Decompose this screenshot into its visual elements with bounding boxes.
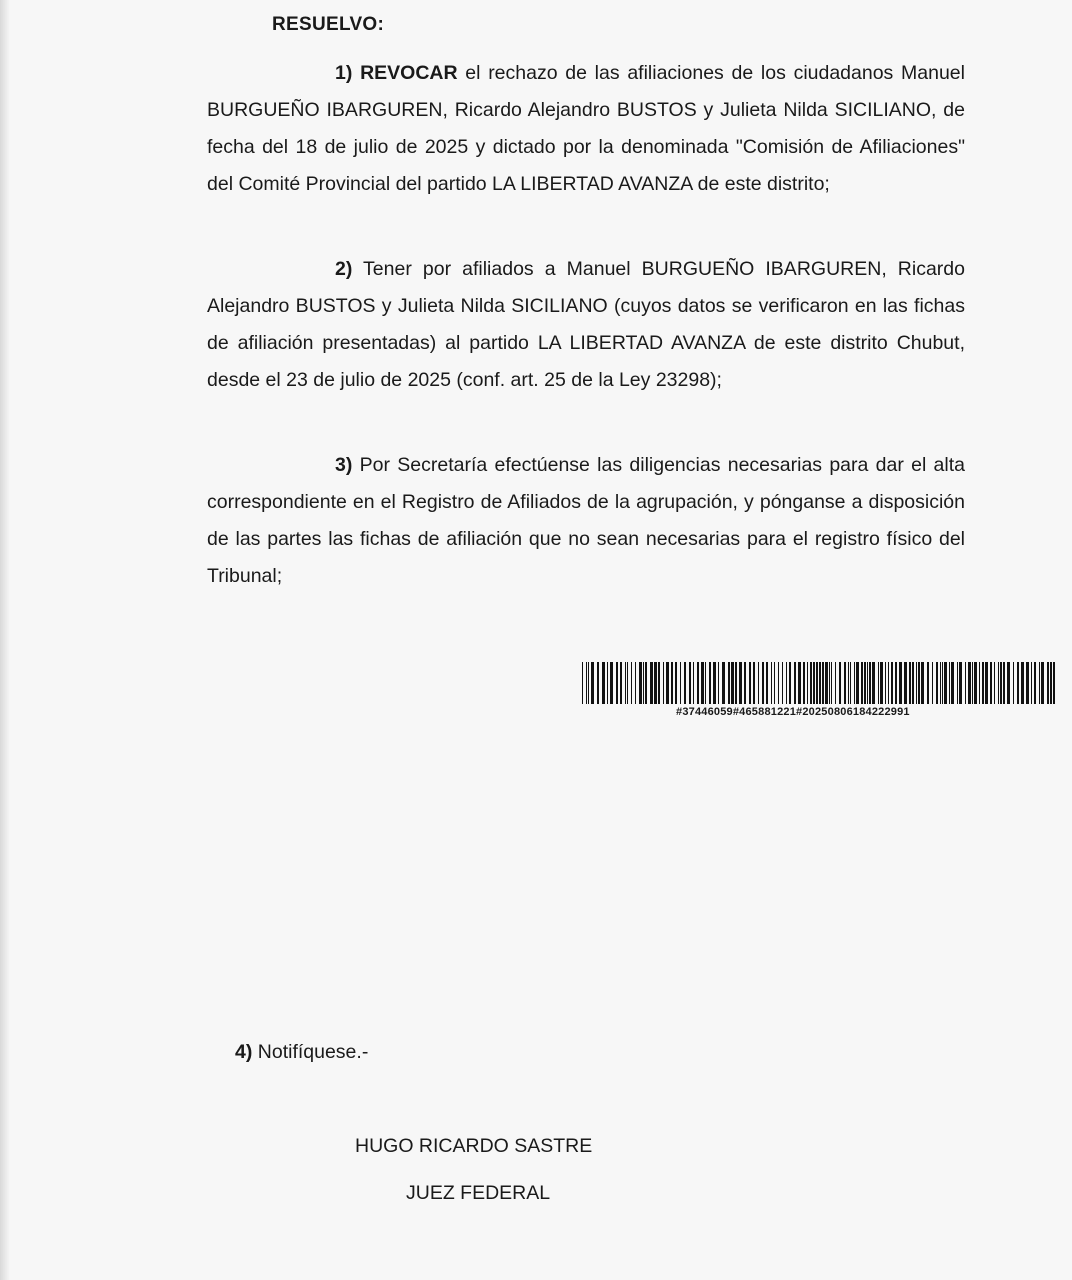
barcode-bar — [942, 662, 943, 704]
barcode-bar — [643, 662, 644, 704]
barcode-bar — [1007, 662, 1010, 704]
barcode-bar — [1034, 662, 1036, 704]
barcode-bar — [867, 662, 868, 704]
barcode-bar — [844, 662, 846, 704]
barcode-bar — [766, 662, 768, 704]
barcode-bar — [658, 662, 660, 704]
barcode-bar — [899, 662, 902, 704]
barcode-bar — [822, 662, 824, 704]
resolution-item-1 — [207, 55, 965, 203]
barcode-bar — [1000, 662, 1002, 704]
barcode-bar — [789, 662, 791, 704]
barcode-bar — [666, 662, 669, 704]
barcode-bar — [786, 662, 787, 704]
barcode-bar — [758, 662, 759, 704]
resolution-item-4 — [235, 1041, 368, 1064]
barcode-bar — [771, 662, 772, 704]
item-number: 4) — [235, 1041, 253, 1063]
barcode-bar — [839, 662, 841, 704]
barcode-bar — [807, 662, 808, 704]
barcode-bar — [607, 662, 608, 704]
barcode-bar — [856, 662, 859, 704]
barcode-bar — [831, 662, 832, 704]
barcode-bar — [912, 662, 914, 704]
item-lead: REVOCAR — [360, 62, 458, 84]
barcode-bar — [762, 662, 764, 704]
barcode-bar — [1041, 662, 1044, 704]
barcode-bar — [982, 662, 984, 704]
barcode-bar — [825, 662, 828, 704]
barcode-bar — [722, 662, 725, 704]
barcode-bar — [645, 662, 647, 704]
barcode-bar — [753, 662, 755, 704]
barcode-bar — [782, 662, 783, 704]
item-text: Notifíquese.- — [252, 1041, 369, 1063]
barcode-bar — [1017, 662, 1019, 704]
barcode-bar — [1050, 662, 1052, 704]
resolution-item-3 — [207, 447, 965, 595]
barcode-bar — [918, 662, 920, 704]
barcode-bar — [968, 662, 971, 704]
barcode-bar — [949, 662, 950, 704]
barcode-bar — [582, 662, 583, 704]
barcode-bar — [591, 662, 594, 704]
barcode-bar — [1039, 662, 1040, 704]
item-number: 3) — [335, 454, 353, 476]
signer-name: HUGO RICARDO SASTRE — [355, 1135, 593, 1157]
barcode-bar — [872, 662, 875, 704]
barcode-bar — [709, 662, 711, 704]
barcode-bar — [778, 662, 779, 704]
barcode-bar — [671, 662, 673, 704]
barcode-bar — [610, 662, 613, 704]
barcode-bar — [888, 662, 889, 704]
barcode-bar — [794, 662, 796, 704]
barcode-bar — [735, 662, 737, 704]
barcode-bar — [816, 662, 818, 704]
barcode-bar — [680, 662, 681, 704]
barcode-bar — [701, 662, 704, 704]
barcode-bar — [885, 662, 886, 704]
barcode-bar — [588, 662, 589, 704]
barcode-bar — [1031, 662, 1032, 704]
barcode-bar — [848, 662, 849, 704]
barcode-bar — [869, 662, 871, 704]
barcode-bar — [959, 662, 962, 704]
barcode-bar — [951, 662, 954, 704]
barcode-bar — [684, 662, 686, 704]
barcode-bar — [639, 662, 642, 704]
barcode-bar — [774, 662, 775, 704]
barcode-bar — [810, 662, 812, 704]
barcode-bar — [895, 662, 897, 704]
barcode-bar — [829, 662, 830, 704]
barcode-bar — [803, 662, 805, 704]
barcode-bar — [654, 662, 657, 704]
barcode-bar — [650, 662, 653, 704]
barcode-bar — [940, 662, 941, 704]
barcode-bar — [602, 662, 605, 704]
barcode-bar — [597, 662, 599, 704]
barcode-bar — [972, 662, 973, 704]
barcode-bar — [927, 662, 929, 704]
barcode-bar — [1021, 662, 1024, 704]
barcode-bar — [718, 662, 719, 704]
barcode-bar — [990, 662, 992, 704]
barcode-number: #37446059#465881221#20250806184222991 — [676, 706, 910, 718]
barcode-bar — [957, 662, 958, 704]
barcode-bar — [891, 662, 893, 704]
barcode-bar — [944, 662, 947, 704]
barcode-bar — [731, 662, 734, 704]
barcode-bar — [979, 662, 980, 704]
signer-role: JUEZ FEDERAL — [406, 1182, 551, 1204]
barcode-bar — [854, 662, 855, 704]
item-text: Por Secretaría efectúense las diligencias necesarias para dar el alta correspondiente en el Registro de Afiliados de la agrupación, y pónganse a disposición de las partes las fichas de afiliación que no sean necesarias para el registro físico del Tribunal; — [207, 454, 965, 587]
barcode-bar — [819, 662, 821, 704]
barcode-bar — [625, 662, 626, 704]
barcode-bar — [936, 662, 938, 704]
item-text: Tener por afiliados a Manuel BURGUEÑO IBARGUREN, Ricardo Alejandro BUSTOS y Julieta Nilda SICILIANO (cuyos datos se verificaron en las fichas de afiliación presentadas) al partido LA LIBERTAD AVANZA de este distrito Chubut, desde el 23 de julio de 2025 (conf. art. 25 de la Ley 23298); — [207, 258, 965, 391]
barcode-bar — [1013, 662, 1014, 704]
barcode-bar — [620, 662, 622, 704]
barcode-bar — [1047, 662, 1049, 704]
barcode-bar — [909, 662, 911, 704]
item-number: 2) — [335, 258, 353, 280]
barcode-bar — [739, 662, 742, 704]
barcode-bar — [974, 662, 977, 704]
barcode-bar — [864, 662, 866, 704]
barcode-bar — [835, 662, 836, 704]
barcode-bar — [861, 662, 863, 704]
barcode-bar — [616, 662, 618, 704]
resolution-item-2 — [207, 251, 965, 399]
barcode-bar — [1003, 662, 1005, 704]
barcode-bar — [1053, 662, 1055, 704]
barcode-bar — [744, 662, 746, 704]
barcode-bar — [627, 662, 628, 704]
item-text: el rechazo de las afiliaciones de los ciudadanos Manuel BURGUEÑO IBARGUREN, Ricardo Alejandro BUSTOS y Julieta Nilda SICILIANO, de fecha del 18 de julio de 2025 y dictado por la denominada "Comisión de Afiliaciones" del Comité Provincial del partido LA LIBERTAD AVANZA de este distrito; — [207, 62, 965, 195]
barcode-bar — [693, 662, 694, 704]
barcode-bar — [921, 662, 924, 704]
barcode-bar — [663, 662, 664, 704]
barcode-bar — [675, 662, 677, 704]
barcode-bar — [904, 662, 907, 704]
barcode-bar — [689, 662, 691, 704]
barcode-bar — [798, 662, 801, 704]
barcode-bar — [728, 662, 730, 704]
barcode-bar — [998, 662, 999, 704]
barcode-bar — [813, 662, 815, 704]
barcode-image — [582, 662, 1058, 704]
barcode-bar — [697, 662, 699, 704]
barcode-bar — [994, 662, 995, 704]
barcode-bar — [635, 662, 636, 704]
barcode-bar — [1026, 662, 1029, 704]
barcode-bar — [916, 662, 917, 704]
barcode-bar — [713, 662, 716, 704]
barcode-bar — [985, 662, 988, 704]
barcode-bar — [586, 662, 587, 704]
barcode-bar — [878, 662, 879, 704]
page-shadow — [0, 0, 10, 1280]
barcode-bar — [880, 662, 883, 704]
barcode-bar — [965, 662, 966, 704]
barcode-bar — [705, 662, 706, 704]
item-number: 1) — [335, 62, 353, 84]
resolution-heading: RESUELVO: — [272, 14, 385, 35]
barcode-bar — [749, 662, 751, 704]
barcode-bar — [932, 662, 933, 704]
barcode-bar — [631, 662, 632, 704]
barcode-bar — [850, 662, 851, 704]
